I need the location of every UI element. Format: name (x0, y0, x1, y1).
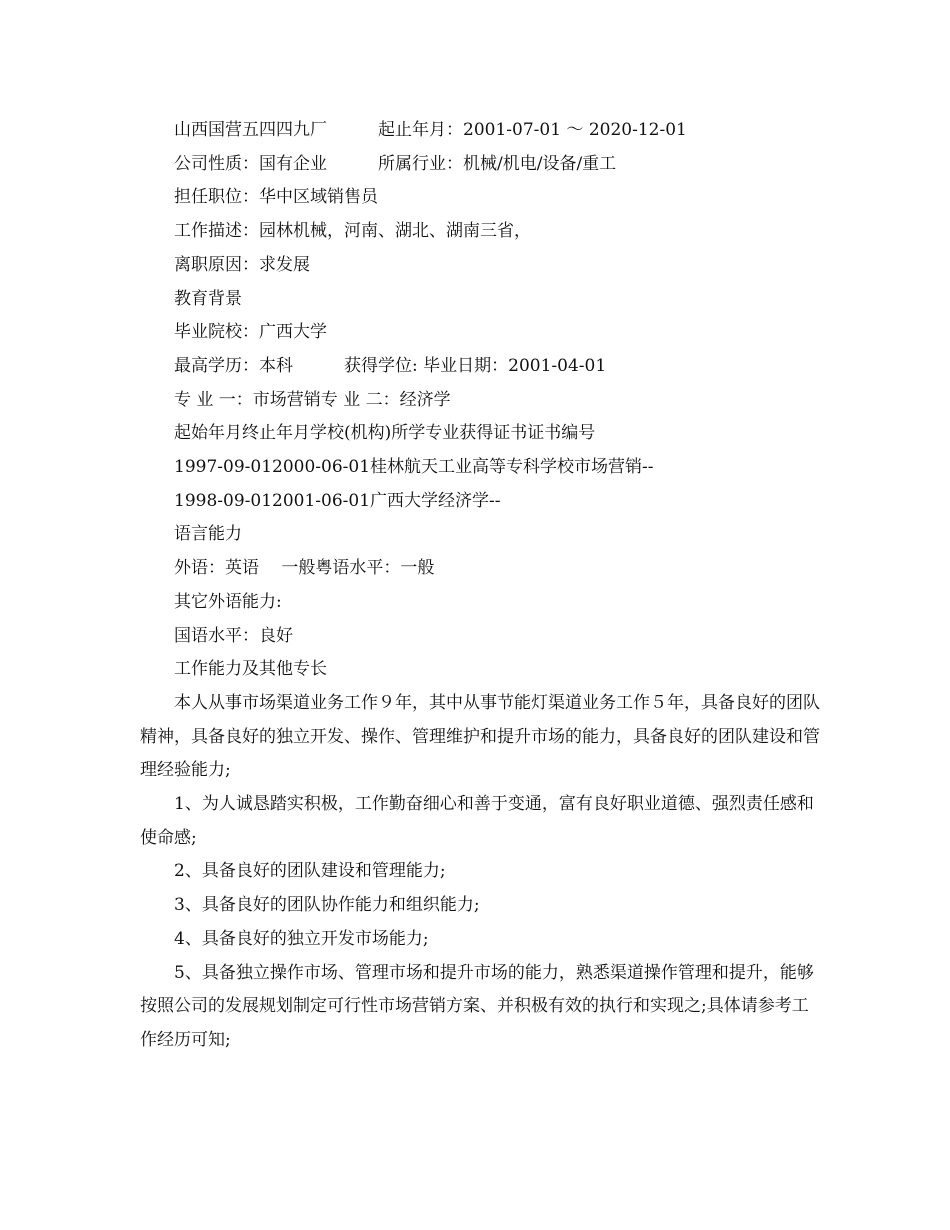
major-line: 专 业 一：市场营销专 业 二：经济学 (174, 389, 451, 410)
skills-intro-paragraph: 本人从事市场渠道业务工作９年，其中从事节能灯渠道业务工作５年，具备良好的团队精神，具备良好的独立开发、操作、管理维护和提升市场的能力，具备良好的团队建设和管理经验能力; (140, 692, 820, 781)
resume-content (140, 114, 820, 1058)
foreign-language-line: 外语：英语 一般粤语水平：一般 (174, 558, 435, 579)
company-period-line: 山西国营五四四九厂 起止年月：2001-07-01 ～ 2020-12-01 (174, 120, 687, 140)
skill-item-2: 2、具备良好的团队建设和管理能力; (174, 861, 446, 882)
other-language-line: 其它外语能力: (174, 591, 282, 612)
company-nature-line: 公司性质：国有企业 所属行业：机械/机电/设备/重工 (174, 153, 617, 174)
leave-reason-line: 离职原因：求发展 (174, 254, 310, 275)
job-description-line: 工作描述：园林机械，河南、湖北、湖南三省， (174, 221, 531, 242)
education-record-1: 1997-09-012000-06-01桂林航天工业高等专科学校市场营销-- (174, 457, 654, 478)
mandarin-level-line: 国语水平：良好 (174, 625, 293, 646)
skills-heading: 工作能力及其他专长 (174, 659, 327, 680)
degree-line: 最高学历：本科 获得学位: 毕业日期：2001-04-01 (174, 355, 607, 376)
skill-item-5: 5、具备独立操作市场、管理市场和提升市场的能力，熟悉渠道操作管理和提升，能够按照公司的发展规划制定可行性市场营销方案、并积极有效的执行和实现之;具体请参考工作经历可知; (140, 962, 814, 1050)
skill-item-1: 1、为人诚恳踏实积极，工作勤奋细心和善于变通，富有良好职业道德、强烈责任感和使命感; (140, 794, 814, 848)
school-line: 毕业院校：广西大学 (174, 322, 327, 343)
skill-item-3: 3、具备良好的团队协作能力和组织能力; (174, 895, 480, 916)
education-table-header: 起始年月终止年月学校(机构)所学专业获得证书证书编号 (174, 423, 596, 444)
skill-item-4: 4、具备良好的独立开发市场能力; (174, 928, 429, 949)
language-heading: 语言能力 (174, 524, 242, 545)
position-line: 担任职位：华中区域销售员 (174, 187, 378, 208)
education-heading: 教育背景 (174, 288, 242, 309)
education-record-2: 1998-09-012001-06-01广西大学经济学-- (174, 490, 501, 511)
